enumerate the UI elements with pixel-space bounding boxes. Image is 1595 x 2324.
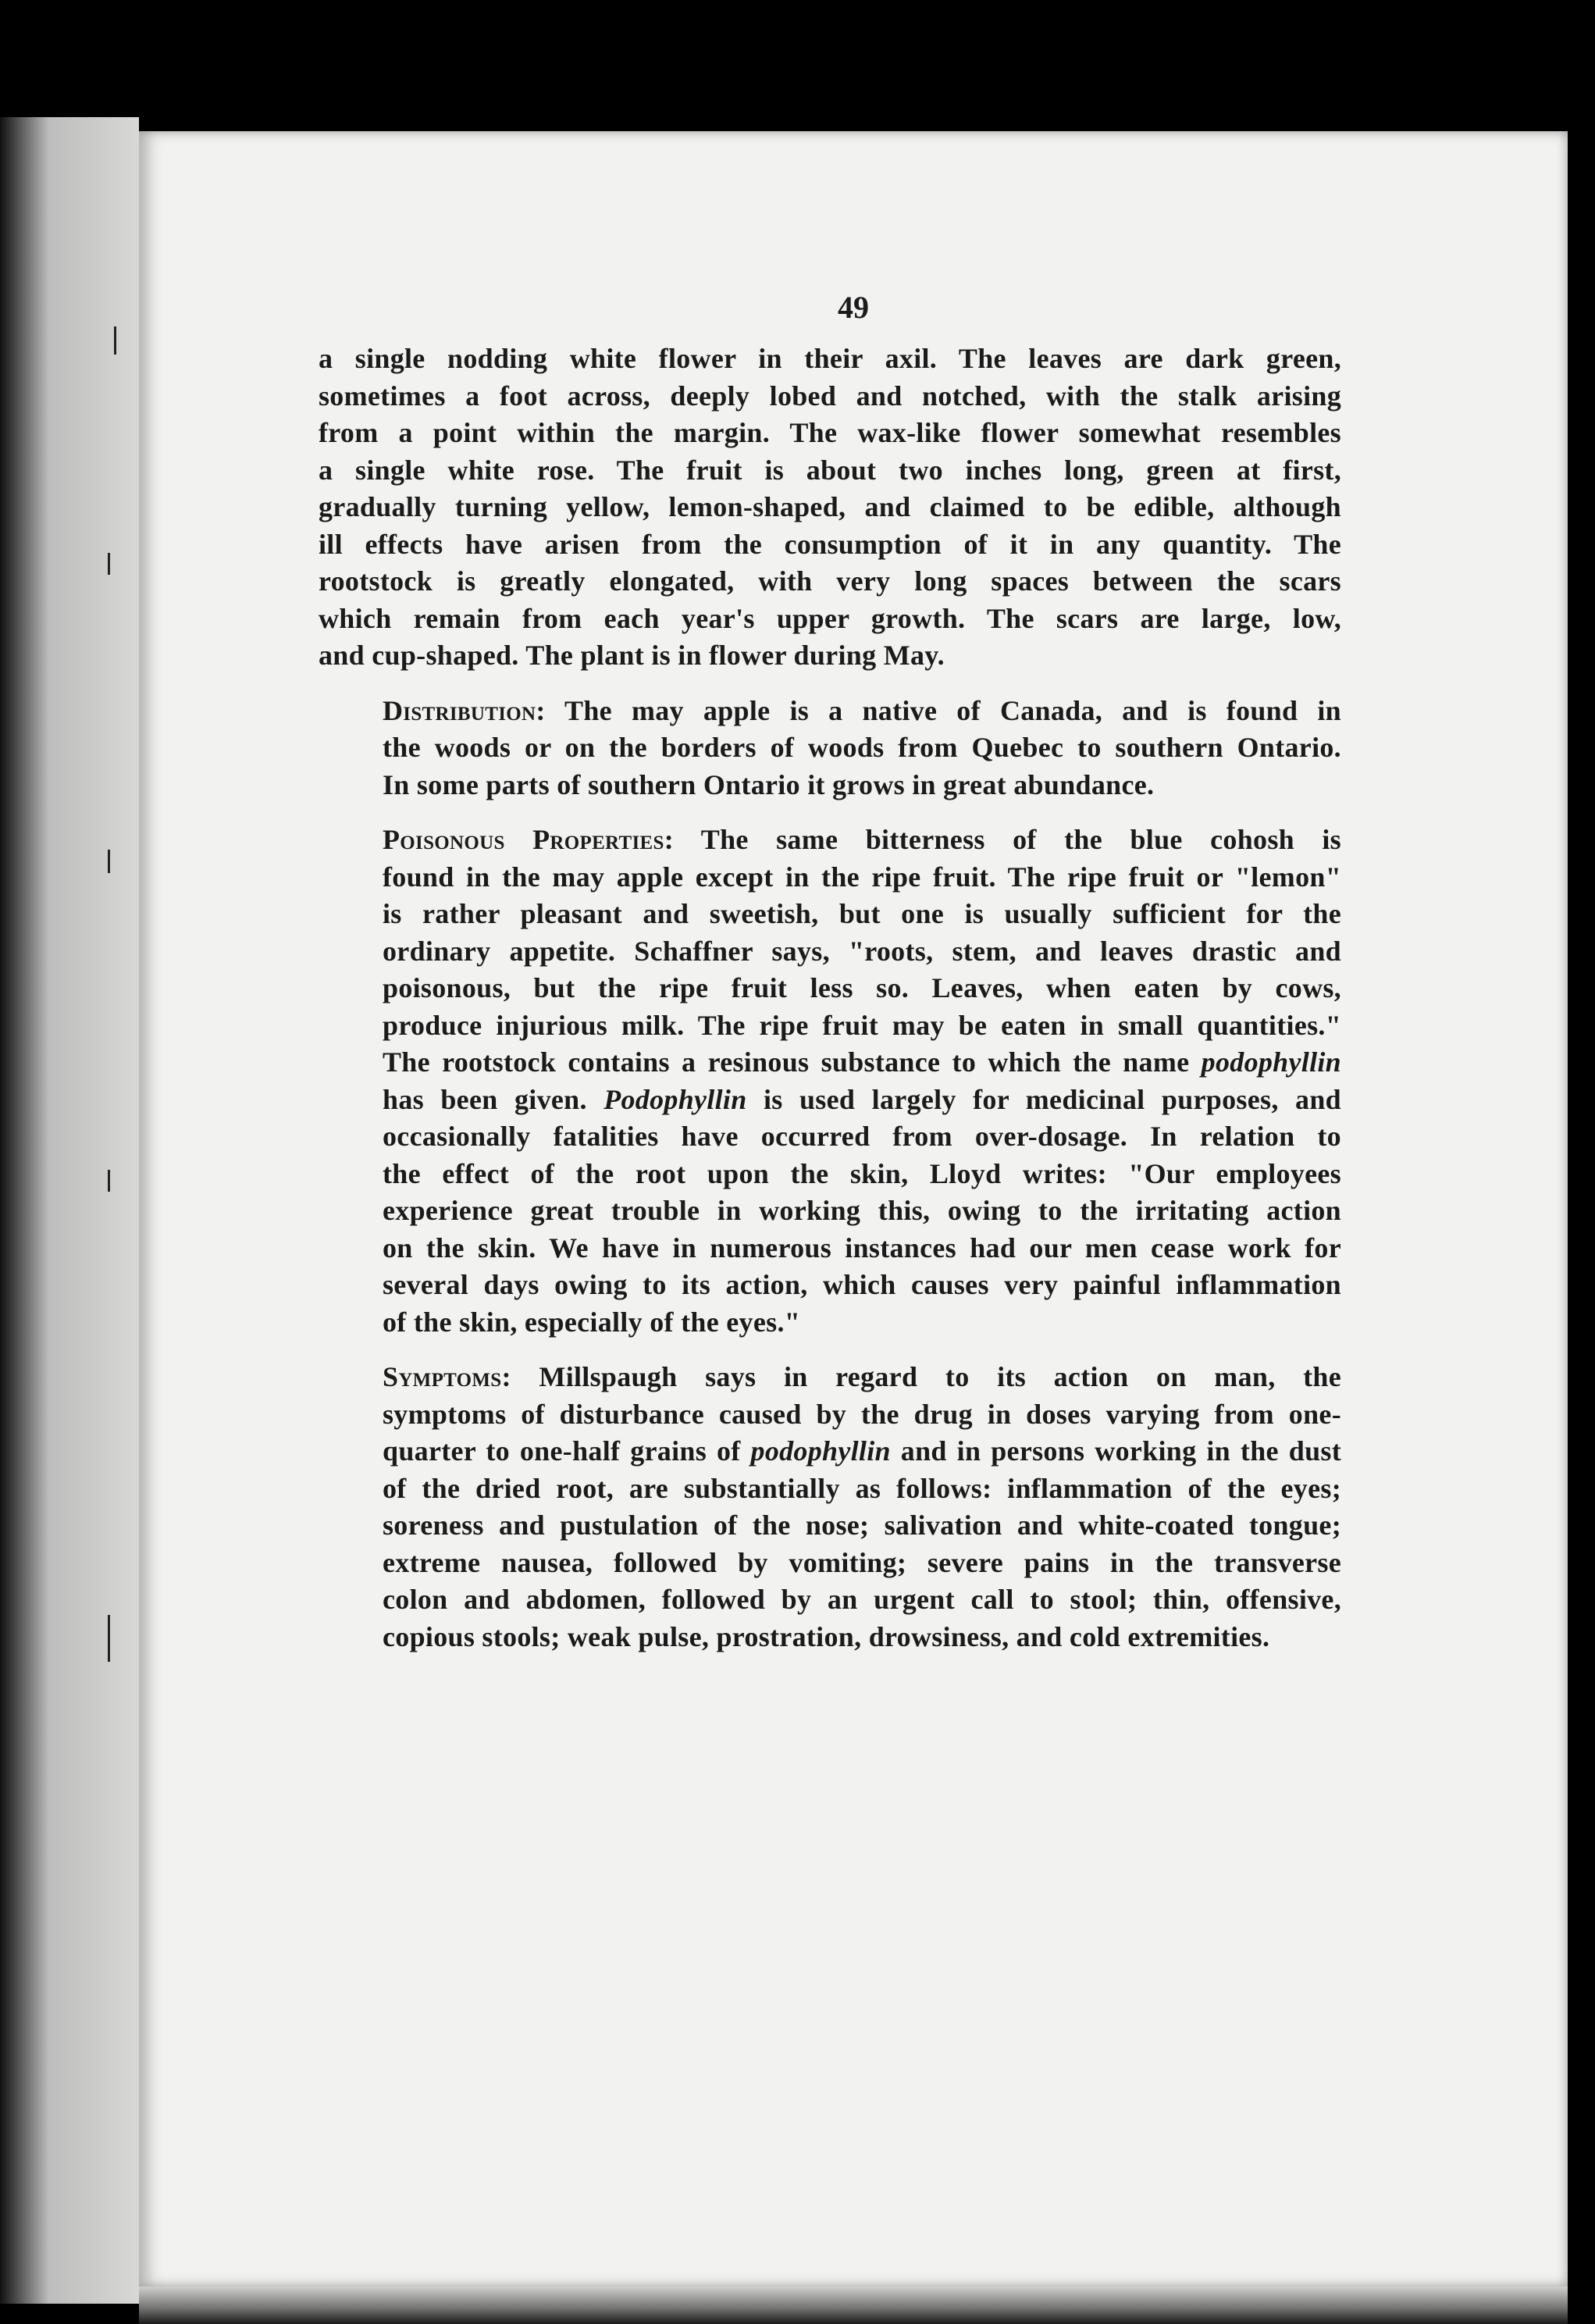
text-line: extreme nausea, followed by vomiting; severe pains in the transverse	[383, 1546, 1341, 1578]
text-line: sometimes a foot across, deeply lobed and notched, with the stalk arising	[319, 380, 1341, 412]
section-heading: Symptoms	[383, 1361, 502, 1392]
text-run: : Millspaugh says in regard to its action on man, the	[501, 1361, 1341, 1392]
italic-term: podophyllin	[750, 1435, 891, 1467]
text-line: symptoms of disturbance caused by the drug in doses varying from one-	[383, 1398, 1341, 1430]
text-line: a single nodding white flower in their axil. The leaves are dark green,	[319, 343, 1341, 374]
text-line: the effect of the root upon the skin, Lloyd writes: "Our employees	[383, 1157, 1341, 1189]
text-line: ill effects have arisen from the consumption of it in any quantity. The	[319, 528, 1341, 560]
text-line: on the skin. We have in numerous instances had our men cease work for	[383, 1232, 1341, 1264]
text-line	[319, 1044, 1341, 1082]
text-line: experience great trouble in working this, owing to the irritating action	[383, 1195, 1341, 1226]
text-line: and cup-shaped. The plant is in flower during May.	[319, 640, 945, 671]
text-line: In some parts of southern Ontario it grows in great abundance.	[383, 768, 1155, 800]
paragraph-distribution	[319, 693, 1341, 804]
text-run: quarter to one-half grains of	[383, 1435, 751, 1467]
margin-mark	[108, 850, 110, 873]
text-line: of the skin, especially of the eyes."	[383, 1306, 801, 1338]
previous-page-edge	[0, 117, 139, 2304]
book-page	[139, 131, 1568, 2287]
text-run: : The may apple is a native of Canada, and is found in	[536, 694, 1341, 726]
paragraph-poisonous-properties	[319, 822, 1341, 1341]
text-line: occasionally fatalities have occurred from over-dosage. In relation to	[383, 1121, 1341, 1152]
page-number: 49	[838, 290, 869, 325]
italic-term: Podophyllin	[603, 1083, 747, 1115]
text-line	[319, 1359, 1341, 1396]
text-line: of the dried root, are substantially as follows: inflammation of the eyes;	[383, 1472, 1341, 1504]
text-line: is rather pleasant and sweetish, but one is usually sufficient for the	[383, 898, 1341, 929]
text-line	[319, 1082, 1341, 1119]
text-line: a single white rose. The fruit is about two inches long, green at first,	[319, 454, 1341, 486]
italic-term: podophyllin	[1201, 1046, 1341, 1078]
text-line	[319, 693, 1341, 730]
text-line: poisonous, but the ripe fruit less so. Leaves, when eaten by cows,	[383, 972, 1341, 1003]
text-line: soreness and pustulation of the nose; salivation and white-coated tongue;	[383, 1510, 1341, 1541]
text-line: several days owing to its action, which causes very painful inflammation	[383, 1269, 1341, 1300]
text-line: found in the may apple except in the ripe fruit. The ripe fruit or "lemon"	[383, 861, 1341, 893]
text-line	[319, 1433, 1341, 1470]
text-line: copious stools; weak pulse, prostration, drowsiness, and cold extremities.	[383, 1620, 1270, 1652]
text-line: colon and abdomen, followed by an urgent call to stool; thin, offensive,	[383, 1584, 1341, 1615]
text-line: ordinary appetite. Schaffner says, "roots, stem, and leaves drastic and	[383, 935, 1341, 967]
text-line: which remain from each year's upper growth. The scars are large, low,	[319, 602, 1341, 634]
section-heading: Distribution	[383, 694, 536, 726]
margin-mark	[114, 326, 116, 355]
text-line: gradually turning yellow, lemon-shaped, and claimed to be edible, although	[319, 491, 1341, 522]
page-bottom-edge	[139, 2287, 1568, 2324]
paragraph-symptoms	[319, 1359, 1341, 1656]
text-run: has been given.	[383, 1083, 604, 1115]
text-run: The rootstock contains a resinous substance to which the name	[383, 1046, 1202, 1078]
text-line: produce injurious milk. The ripe fruit may be eaten in small quantities."	[383, 1009, 1341, 1041]
text-line: from a point within the margin. The wax-like flower somewhat resembles	[319, 417, 1341, 448]
margin-mark	[108, 553, 110, 575]
text-run: : The same bitterness of the blue cohosh is	[664, 824, 1341, 855]
section-heading: Poisonous Properties	[383, 824, 664, 855]
margin-mark	[108, 1170, 110, 1192]
text-run: and in persons working in the dust	[890, 1435, 1341, 1467]
text-line: rootstock is greatly elongated, with very long spaces between the scars	[319, 565, 1341, 597]
margin-mark	[108, 1615, 110, 1662]
text-run: is used largely for medicinal purposes, and	[746, 1083, 1341, 1115]
body-text	[319, 340, 1341, 1673]
text-line: the woods or on the borders of woods from Quebec to southern Ontario.	[383, 732, 1341, 763]
paragraph-description	[319, 340, 1341, 675]
text-line	[319, 822, 1341, 859]
